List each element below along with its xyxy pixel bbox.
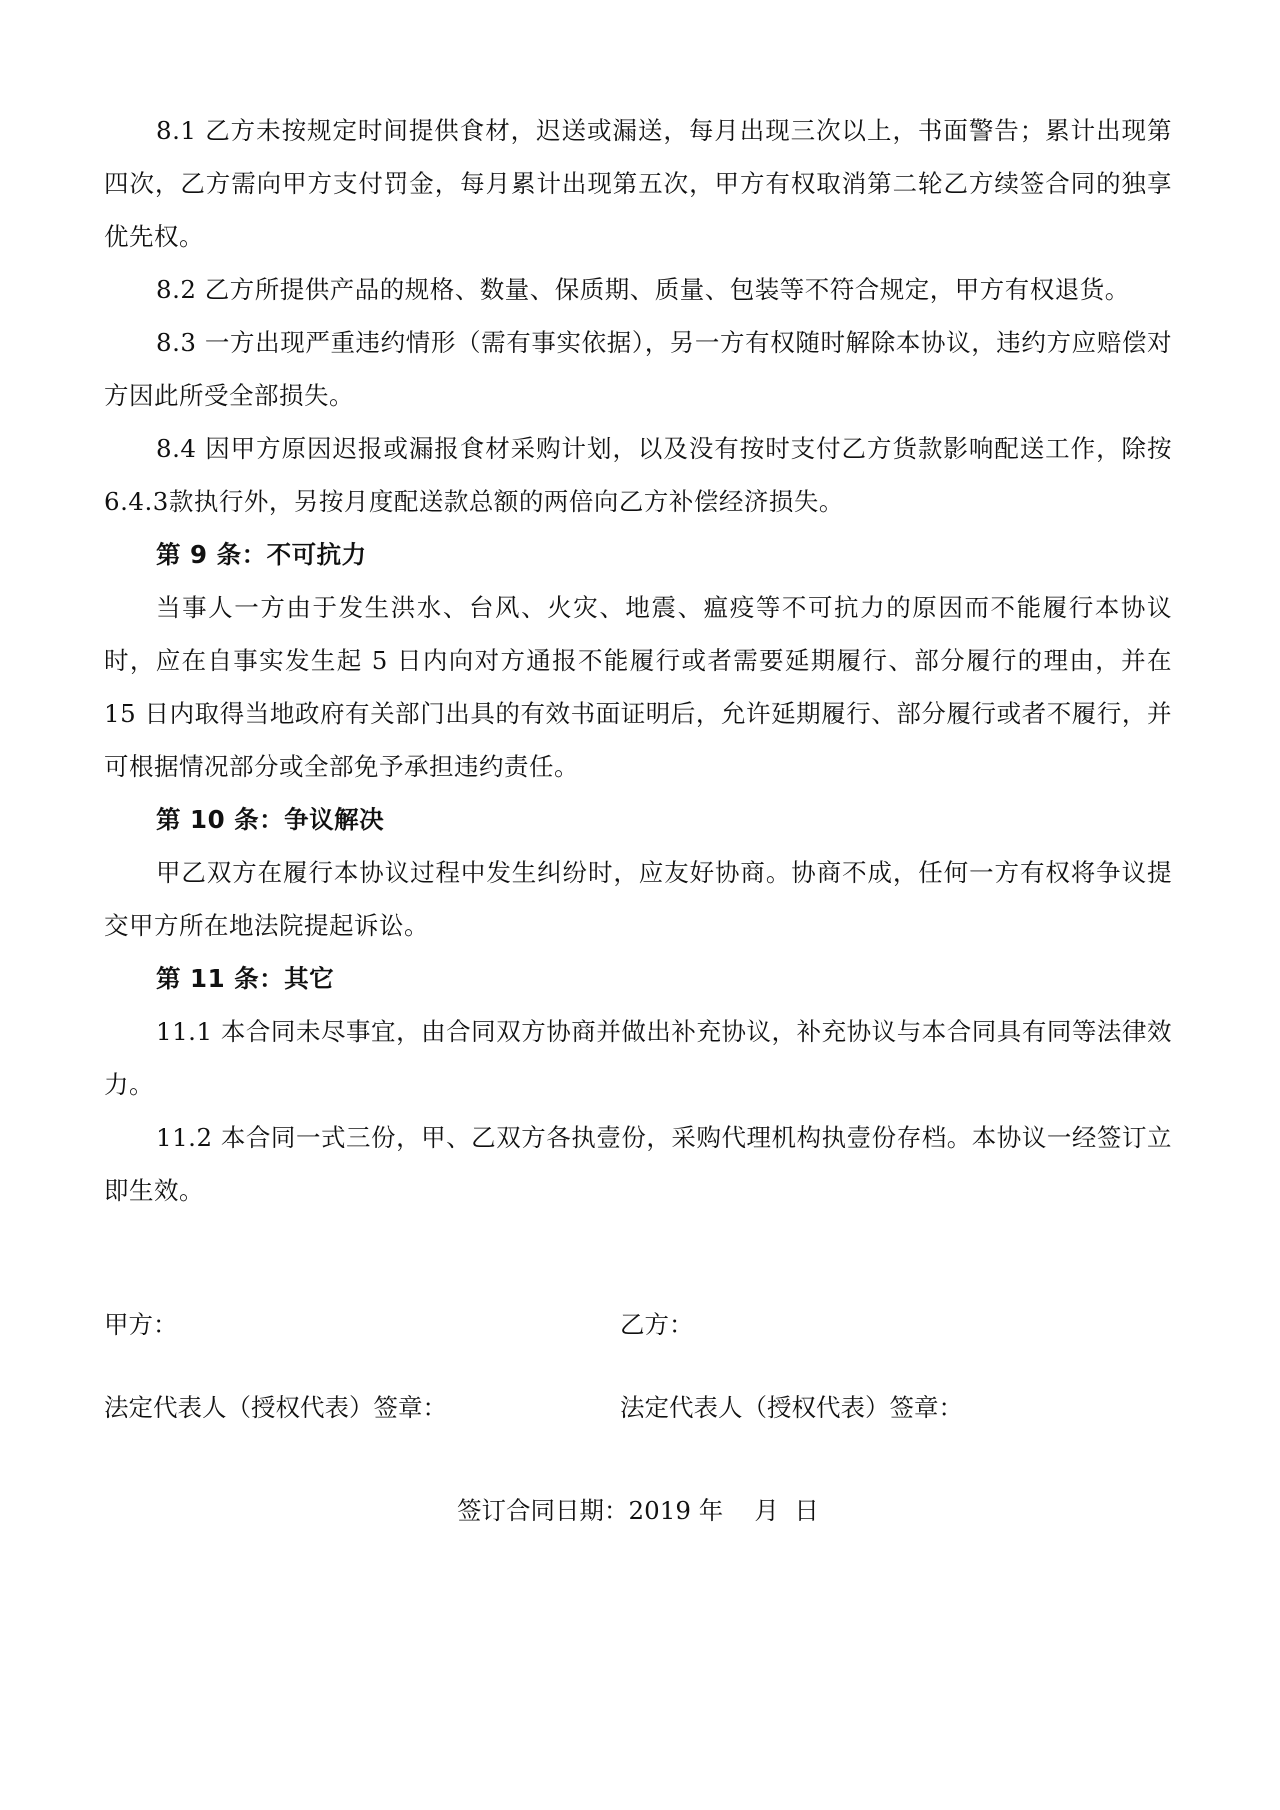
party-b-label: 乙方： bbox=[620, 1310, 694, 1339]
clause-8-2: 8.2 乙方所提供产品的规格、数量、保质期、质量、包装等不符合规定，甲方有权退货。 bbox=[156, 275, 1130, 304]
signature-block bbox=[104, 1305, 1172, 1565]
party-a-label: 甲方： bbox=[104, 1310, 178, 1339]
clause-8-3: 8.3 一方出现严重违约情形（需有事实依据），另一方有权随时解除本协议，违约方应赔偿对方因此所受全部损失。 bbox=[104, 328, 1172, 410]
clause-8-1: 8.1 乙方未按规定时间提供食材，迟送或漏送，每月出现三次以上，书面警告；累计出现第四次，乙方需向甲方支付罚金，每月累计出现第五次，甲方有权取消第二轮乙方续签合同的独享优先权。 bbox=[104, 116, 1172, 251]
article-11-heading: 第 11 条：其它 bbox=[156, 964, 335, 993]
clause-8-4: 8.4 因甲方原因迟报或漏报食材采购计划，以及没有按时支付乙方货款影响配送工作，除按6.4.3款执行外，另按月度配送款总额的两倍向乙方补偿经济损失。 bbox=[104, 434, 1172, 516]
clause-11-1: 11.1 本合同未尽事宜，由合同双方协商并做出补充协议，补充协议与本合同具有同等法律效力。 bbox=[104, 1017, 1172, 1099]
article-10-heading: 第 10 条：争议解决 bbox=[156, 805, 385, 834]
article-9-heading: 第 9 条：不可抗力 bbox=[156, 540, 367, 569]
party-row bbox=[104, 1305, 1172, 1345]
party-b-representative: 法定代表人（授权代表）签章： bbox=[620, 1393, 963, 1422]
signing-date: 签订合同日期：2019 年 月 日 bbox=[457, 1496, 819, 1525]
representative-row bbox=[104, 1388, 1172, 1428]
article-9-text: 当事人一方由于发生洪水、台风、火灾、地震、瘟疫等不可抗力的原因而不能履行本协议时，应在自事实发生起 5 日内向对方通报不能履行或者需要延期履行、部分履行的理由，并在 15 日内取得当地政府有关部门出具的有效书面证明后，允许延期履行、部分履行或者不履行，并可根据情况部分或全部免予承担违约责任。 bbox=[104, 593, 1172, 781]
article-10-text: 甲乙双方在履行本协议过程中发生纠纷时，应友好协商。协商不成，任何一方有权将争议提交甲方所在地法院提起诉讼。 bbox=[104, 858, 1172, 940]
contract-body bbox=[104, 104, 1172, 1217]
party-a-representative: 法定代表人（授权代表）签章： bbox=[104, 1393, 447, 1422]
clause-11-2: 11.2 本合同一式三份，甲、乙双方各执壹份，采购代理机构执壹份存档。本协议一经签订立即生效。 bbox=[104, 1123, 1172, 1205]
